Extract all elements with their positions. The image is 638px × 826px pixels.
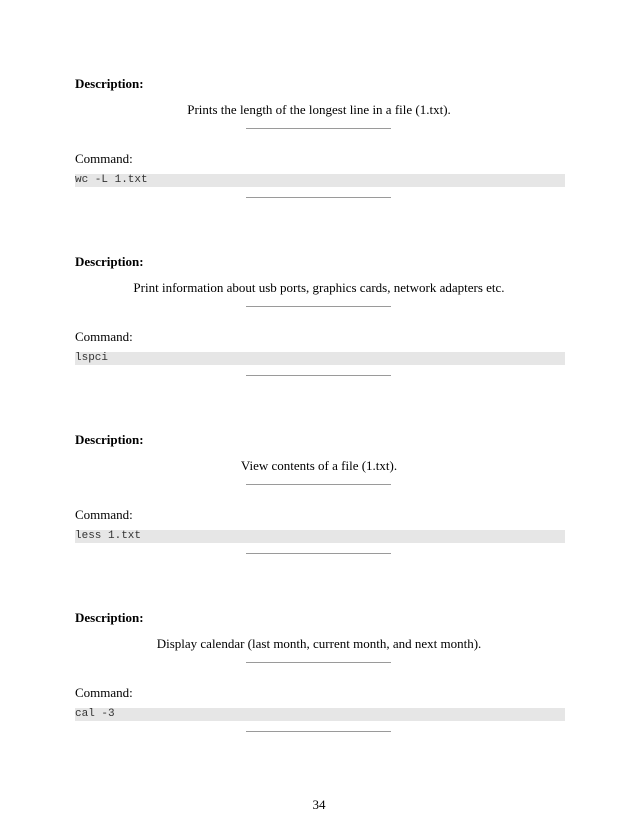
divider-line [246, 128, 391, 129]
command-code-block [75, 352, 565, 365]
description-label: Description: [75, 432, 144, 447]
description-text: Prints the length of the longest line in a file (1.txt). [187, 102, 451, 117]
divider-line [246, 553, 391, 554]
entry-cal [0, 610, 638, 780]
command-code-block [75, 174, 565, 187]
divider-line [246, 306, 391, 307]
description-text: Display calendar (last month, current month, and next month). [156, 636, 482, 651]
entry-less [0, 432, 638, 602]
description-label: Description: [75, 76, 144, 91]
description-label: Description: [75, 254, 144, 269]
entry-wc [0, 76, 638, 246]
command-label: Command: [75, 329, 133, 344]
divider-line [246, 197, 391, 198]
command-label: Command: [75, 507, 133, 522]
divider-line [246, 731, 391, 732]
divider-line [246, 484, 391, 485]
command-code: lspci [75, 352, 109, 364]
description-label: Description: [75, 610, 144, 625]
command-code: less 1.txt [75, 530, 142, 542]
command-label: Command: [75, 685, 133, 700]
command-label: Command: [75, 151, 133, 166]
page-number: 34 [312, 797, 326, 812]
divider-line [246, 375, 391, 376]
command-code-block [75, 708, 565, 721]
command-code: cal -3 [75, 708, 115, 720]
command-code: wc -L 1.txt [75, 174, 148, 186]
divider-line [246, 662, 391, 663]
description-text: View contents of a file (1.txt). [240, 458, 398, 473]
description-text: Print information about usb ports, graphics cards, network adapters etc. [133, 280, 505, 295]
entry-lspci [0, 254, 638, 424]
command-code-block [75, 530, 565, 543]
